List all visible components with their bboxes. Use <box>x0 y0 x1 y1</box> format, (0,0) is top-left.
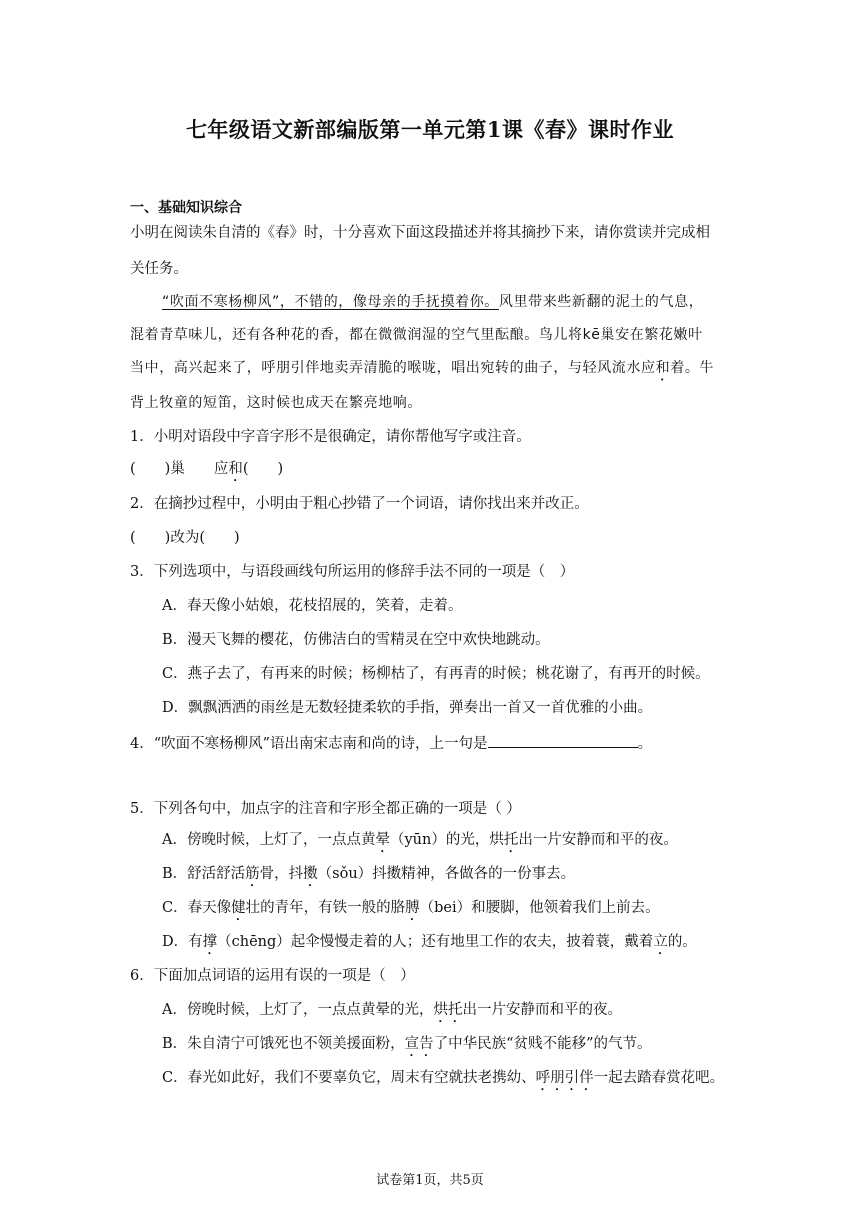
option-text: 了中华民族“贫贱不能移”的气节。 <box>433 1036 652 1052</box>
question-5-option-d <box>162 932 697 958</box>
dotted-char: 膊 <box>405 900 420 916</box>
dotted-char: 和 <box>228 461 243 477</box>
passage-line-3 <box>130 358 714 384</box>
question-2-stem: 2．在摘抄过程中，小明由于粗心抄错了一个词语，请你找出来并改正。 <box>130 496 589 512</box>
option-text: C．春天像 <box>162 900 232 916</box>
dotted-char: 托 <box>503 832 519 848</box>
option-text: A．傍晚时候，上灯了，一点点黄 <box>162 832 376 848</box>
question-6-option-a <box>162 1000 622 1026</box>
option-text: B．舒活舒活 <box>162 866 246 882</box>
dotted-char: 擞 <box>303 866 318 882</box>
passage-line-2: 混着青草味儿，还有各种花的香，都在微微润湿的空气里酝酿。鸟儿将kē巢安在繁花嫩叶 <box>130 327 703 343</box>
dotted-word: 呼朋引伴 <box>535 1070 594 1086</box>
option-text: （chēng）起伞慢慢走着的人；还有地里工作的农夫，披着蓑，戴着 <box>217 934 654 950</box>
page-footer: 试卷第1页，共5页 <box>376 1173 484 1188</box>
answer-text: ( ) <box>242 461 284 477</box>
dotted-char: 筋 <box>245 866 260 882</box>
question-4 <box>130 732 652 754</box>
passage-line-1 <box>162 292 703 312</box>
question-5-option-c <box>162 898 660 924</box>
answer-blank <box>488 732 638 748</box>
dotted-char: 晕 <box>375 832 390 848</box>
option-text: B．朱自清宁可饿死也不领美援面粉， <box>162 1036 405 1052</box>
underlined-sentence: “吹面不寒杨柳风”，不错的，像母亲的手抚摸着你。 <box>162 294 499 310</box>
dotted-char: 和 <box>655 360 671 376</box>
dotted-char: 撑 <box>202 934 218 950</box>
option-text: 的。 <box>667 934 697 950</box>
question-3-stem: 3．下列选项中，与语段画线句所运用的修辞手法不同的一项是（ ） <box>130 564 575 580</box>
question-3-option-c: C．燕子去了，有再来的时候；杨柳枯了，有再青的时候；桃花谢了，有再开的时候。 <box>162 666 710 682</box>
option-text: D．有 <box>162 934 203 950</box>
question-3-option-d: D．飘飘洒洒的雨丝是无数轻捷柔软的手指，弹奏出一首又一首优雅的小曲。 <box>162 700 653 716</box>
option-text: （yūn）的光，烘 <box>389 832 504 848</box>
option-text: 一起去踏春赏花吧。 <box>593 1070 725 1086</box>
option-text: 骨，抖 <box>259 866 304 882</box>
dotted-word: 宣告 <box>404 1036 434 1052</box>
dotted-char: 健 <box>231 900 246 916</box>
question-6-option-c <box>162 1068 724 1094</box>
option-text: （bei）和腰脚，他领着我们上前去。 <box>419 900 660 916</box>
option-text: 出一片安静而和平的夜。 <box>462 1002 622 1018</box>
question-1-stem: 1．小明对语段中字音字形不是很确定，请你帮他写字或注音。 <box>130 429 531 445</box>
option-text: C．春光如此好，我们不要辜负它，周末有空就扶老携幼、 <box>162 1070 536 1086</box>
passage-line-4: 背上牧童的短笛，这时候也成天在繁亮地响。 <box>130 395 422 411</box>
question-5-option-b <box>162 864 575 890</box>
question-5-option-a <box>162 830 678 856</box>
question-4-stem: 4．“吹面不寒杨柳风”语出南宋志南和尚的诗，上一句是 <box>130 736 488 752</box>
passage-text: 着。牛 <box>670 360 715 376</box>
question-1-answer <box>130 459 283 485</box>
option-text: 出一片安静而和平的夜。 <box>518 832 678 848</box>
question-3-option-a: A．春天像小姑娘，花枝招展的，笑着，走着。 <box>162 598 463 614</box>
question-6-option-b <box>162 1034 651 1060</box>
dotted-char: 立 <box>653 934 668 950</box>
question-5-stem: 5．下列各句中，加点字的注音和字形全都正确的一项是（ ） <box>130 801 521 817</box>
intro-line-1: 小明在阅读朱自清的《春》时，十分喜欢下面这段描述并将其摘抄下来，请你赏读并完成相 <box>130 225 710 241</box>
option-text: A．傍晚时候，上灯了，一点点黄晕的光， <box>162 1002 434 1018</box>
question-4-end: 。 <box>637 736 653 752</box>
question-3-option-b: B．漫天飞舞的樱花，仿佛洁白的雪精灵在空中欢快地跳动。 <box>162 632 550 648</box>
passage-text: 风里带来些新翻的泥土的气息， <box>498 294 704 310</box>
dotted-word: 烘托 <box>433 1002 463 1018</box>
page-title: 七年级语文新部编版第一单元第1课《春》课时作业 <box>185 117 675 142</box>
passage-text: 当中，高兴起来了，呼朋引伴地卖弄清脆的喉咙，唱出宛转的曲子，与轻风流水应 <box>130 360 656 376</box>
option-text: 壮的青年，有铁一般的胳 <box>245 900 406 916</box>
question-6-stem: 6．下面加点词语的运用有误的一项是（ ） <box>130 968 415 984</box>
answer-text: ( )巢 应 <box>130 461 229 477</box>
intro-line-2: 关任务。 <box>130 261 188 277</box>
section-heading: 一、基础知识综合 <box>130 200 242 216</box>
question-2-answer: ( )改为( ) <box>130 530 240 546</box>
option-text: （sǒu）抖擞精神，各做各的一份事去。 <box>317 866 576 882</box>
